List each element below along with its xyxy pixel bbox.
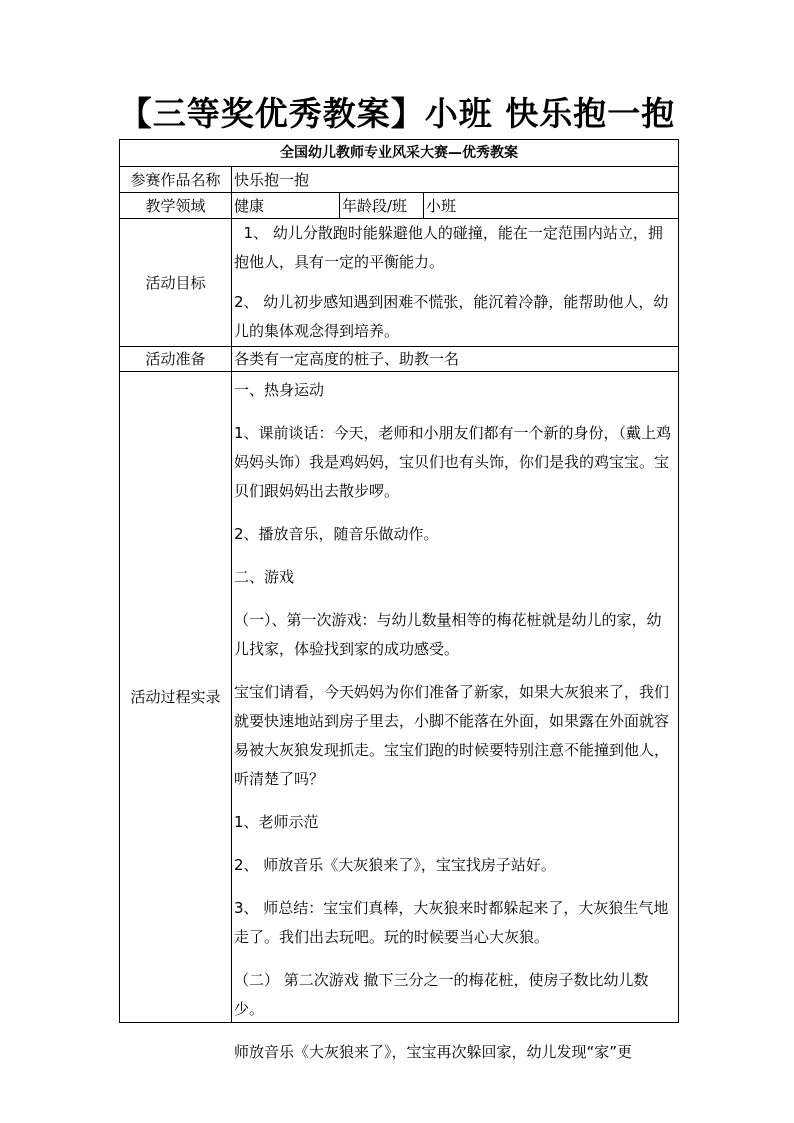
work-name-label: 参赛作品名称 [120, 167, 232, 193]
domain-value: 健康 [232, 193, 340, 219]
age-value: 小班 [424, 193, 679, 219]
domain-label: 教学领域 [120, 193, 232, 219]
process-paragraph: 1、课前谈话：今天，老师和小朋友们都有一个新的身份，（戴上鸡妈妈头饰）我是鸡妈妈，宝贝们也有头饰，你们是我的鸡宝宝。宝贝们跟妈妈出去散步啰。 [234, 424, 672, 500]
goal-item: 1、 幼儿分散跑时能躲避他人的碰撞，能在一定范围内站立，拥抱他人，具有一定的平衡能力。 [234, 224, 663, 271]
process-paragraph: 3、 师总结：宝宝们真棒，大灰狼来时都躲起来了，大灰狼生气地走了。我们出去玩吧。玩的时候要当心大灰狼。 [234, 899, 669, 946]
process-paragraph: 1、老师示范 [234, 813, 319, 831]
process-paragraph: （二） 第二次游戏 撤下三分之一的梅花桩，使房子数比幼儿数少。 [234, 971, 649, 1018]
process-paragraph: 师放音乐《大灰狼来了》，宝宝再次躲回家，幼儿发现“家”更 [234, 1043, 633, 1061]
process-paragraph: 2、 师放音乐《大灰狼来了》，宝宝找房子站好。 [234, 856, 556, 874]
table-header: 全国幼儿教师专业风采大赛—优秀教案 [120, 140, 679, 167]
goals-label: 活动目标 [120, 219, 232, 347]
prep-value: 各类有一定高度的桩子、助教一名 [232, 347, 679, 372]
work-name-value: 快乐抱一抱 [232, 167, 679, 193]
prep-label: 活动准备 [120, 347, 232, 372]
page-title: 【三等奖优秀教案】小班 快乐抱一抱 [118, 94, 676, 133]
process-content [232, 372, 679, 1061]
goal-item: 2、 幼儿初步感知遇到困难不慌张，能沉着冷静，能帮助他人，幼儿的集体观念得到培养。 [234, 293, 669, 340]
lesson-plan-table [119, 139, 679, 1061]
process-paragraph: 2、播放音乐，随音乐做动作。 [234, 525, 439, 543]
age-label: 年龄段/班 [340, 193, 424, 219]
process-label: 活动过程实录 [120, 372, 232, 1023]
goals-content [232, 219, 679, 347]
process-paragraph: （一）、第一次游戏：与幼儿数量相等的梅花桩就是幼儿的家，幼儿找家，体验找到家的成功感受。 [234, 611, 662, 658]
process-paragraph: 一、热身运动 [234, 381, 325, 399]
process-paragraph: 宝宝们请看，今天妈妈为你们准备了新家，如果大灰狼来了，我们就要快速地站到房子里去，小脚不能落在外面，如果露在外面就容易被大灰狼发现抓走。宝宝们跑的时候要特别注意不能撞到他人，听清楚了吗？ [234, 683, 670, 788]
process-paragraph: 二、游戏 [234, 568, 295, 586]
